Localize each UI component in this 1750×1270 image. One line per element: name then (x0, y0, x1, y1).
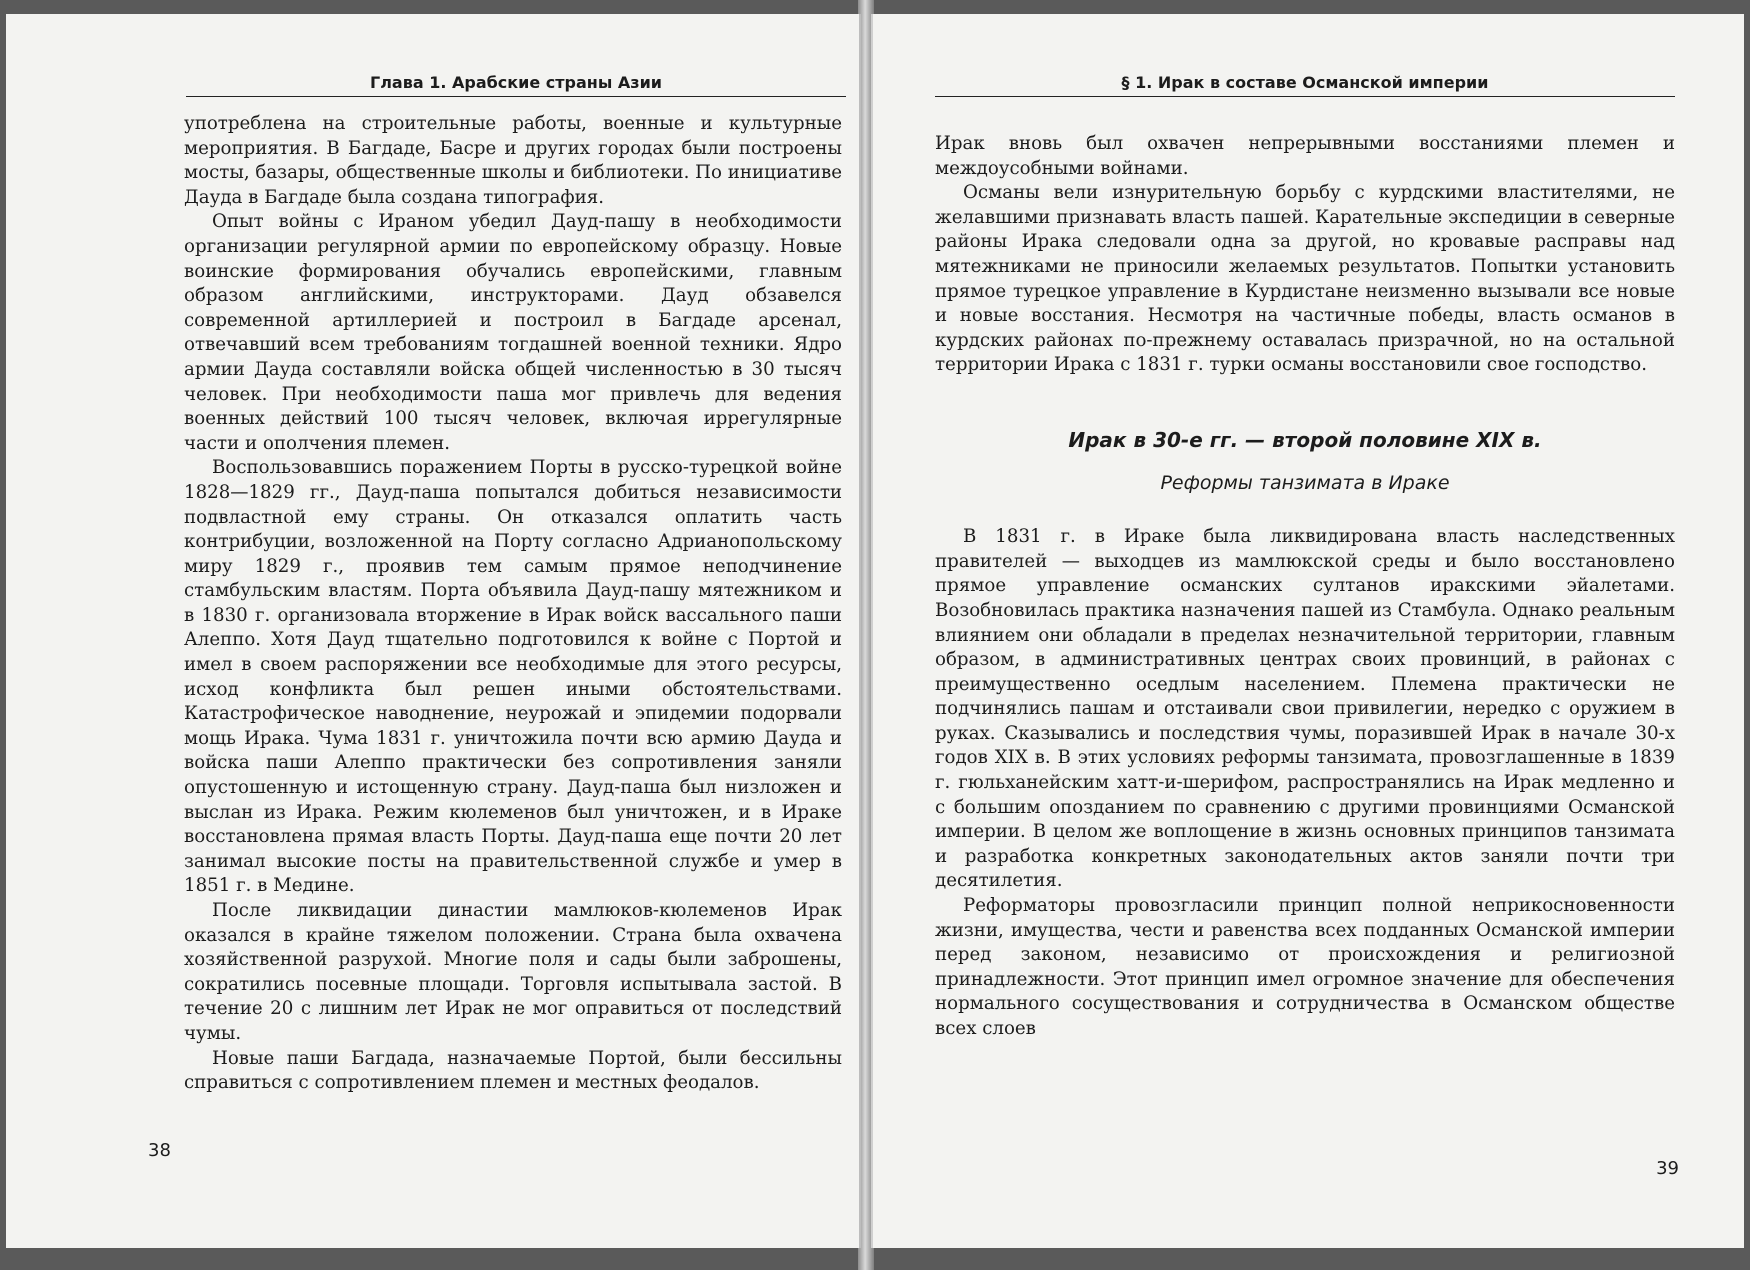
paragraph: В 1831 г. в Ираке была ликвидирована власть наследственных правителей — выходцев из мамлюкской среды и было восстановлено прямое управление османских султанов иракскими эйалетами. Возобновилась практика назначения пашей из Стамбула. Однако реальным влиянием они обладали в пределах незначительной территории, главным образом, в административных центрах своих провинций, в районах с преимущественно оседлым населением. Племена практически не подчинялись пашам и отстаивали свои привилегии, нередко с оружием в руках. Сказывались и последствия чумы, поразившей Ирак в начале 30-х годов XIX в. В этих условиях реформы танзимата, провозглашенные в 1839 г. гюльханейским хатт-и-шерифом, распространялись на Ирак медленно и с большим опозданием по сравнению с другими провинциями Османской империи. В целом же воплощение в жизнь основных принципов танзимата и разработка конкретных законодательных актов заняли почти три десятилетия. (935, 526, 1675, 892)
left-page-body (184, 112, 842, 1096)
paragraph: Новые паши Багдада, назначаемые Портой, были бессильны справиться с сопротивлением племен и местных феодалов. (184, 1047, 842, 1094)
page-number-left: 38 (148, 1140, 171, 1161)
paragraph: Реформаторы провозгласили принцип полной неприкосновенности жизни, имущества, чести и равенства всех подданных Османской империи перед законом, независимо от происхождения и религиозной принадлежности. Этот принцип имел огромное значение для обеспечения нормального сосуществования и сотрудничества в Османском обществе всех слоев (935, 895, 1675, 1039)
paragraph: Османы вели изнурительную борьбу с курдскими властителями, не желавшими признавать власть пашей. Карательные экспедиции в северные районы Ирака следовали одна за другой, но кровавые расправы над мятежниками не приносили желаемых результатов. Попытки установить прямое турецкое управление в Курдистане неизменно вызывали все новые и новые восстания. Несмотря на частичные победы, власть османов в курдских районах по-прежнему оставалась призрачной, но на остальной территории Ирака с 1831 г. турки османы восстановили свое господство. (935, 182, 1675, 376)
subsection-title: Реформы танзимата в Ираке (1160, 471, 1450, 494)
page-number-right: 39 (1656, 1158, 1679, 1179)
paragraph: Воспользовавшись поражением Порты в русско-турецкой войне 1828—1829 гг., Дауд-паша попытался добиться независимости подвластной ему страны. Он отказался оплатить часть контрибуции, возложенной на Порту согласно Адрианопольскому миру 1829 г., проявив тем самым прямое неподчинение стамбульским властям. Порта объявила Дауд-пашу мятежником и в 1830 г. организовала вторжение в Ирак войск вассального паши Алеппо. Хотя Дауд тщательно подготовился к войне с Портой и имел в своем распоряжении все необходимые для этого ресурсы, исход конфликта был решен иными обстоятельствами. Катастрофическое наводнение, неурожай и эпидемии подорвали мощь Ирака. Чума 1831 г. уничтожила почти всю армию Дауда и войска паши Алеппо практически без сопротивления заняли опустошенную и истощенную страну. Дауд-паша был низложен и выслан из Ирака. Режим кюлеменов был уничтожен, и в Ираке восстановлена прямая власть Порты. Дауд-паша еще почти 20 лет занимал высокие посты на правительственной службе и умер в 1851 г. в Медине. (184, 457, 842, 897)
paragraph: употреблена на строительные работы, военные и культурные мероприятия. В Багдаде, Басре и других городах были построены мосты, базары, общественные школы и библиотеки. По инициативе Дауда в Багдаде была создана типография. (184, 113, 842, 208)
paragraph: Ирак вновь был охвачен непрерывными восстаниями племен и междоусобными войнами. (935, 133, 1675, 179)
running-header-left: Глава 1. Арабские страны Азии (186, 62, 846, 97)
paragraph: Опыт войны с Ираном убедил Дауд-пашу в необходимости организации регулярной армии по европейскому образцу. Новые воинские формирования обучались европейскими, главным образом английскими, инструкторами. Дауд обзавелся современной артиллерией и построил в Багдаде арсенал, отвечавший всем требованиям тогдашней военной техники. Ядро армии Дауда составляли войска общей численностью в 30 тысяч человек. При необходимости паша мог привлечь для ведения военных действий 100 тысяч человек, включая иррегулярные части и ополчения племен. (184, 211, 842, 454)
section-title: Ирак в 30-е гг. — второй половине XIX в. (1068, 427, 1542, 452)
right-page (871, 14, 1744, 1248)
left-page (6, 14, 861, 1248)
running-header-right: § 1. Ирак в составе Османской империи (935, 62, 1675, 97)
right-page-body (935, 132, 1675, 1042)
paragraph: После ликвидации династии мамлюков-кюлеменов Ирак оказался в крайне тяжелом положении. Страна была охвачена хозяйственной разрухой. Многие поля и сады были заброшены, сократились посевные площади. Торговля испытывала застой. В течение 20 с лишним лет Ирак не мог оправиться от последствий чумы. (184, 900, 842, 1044)
